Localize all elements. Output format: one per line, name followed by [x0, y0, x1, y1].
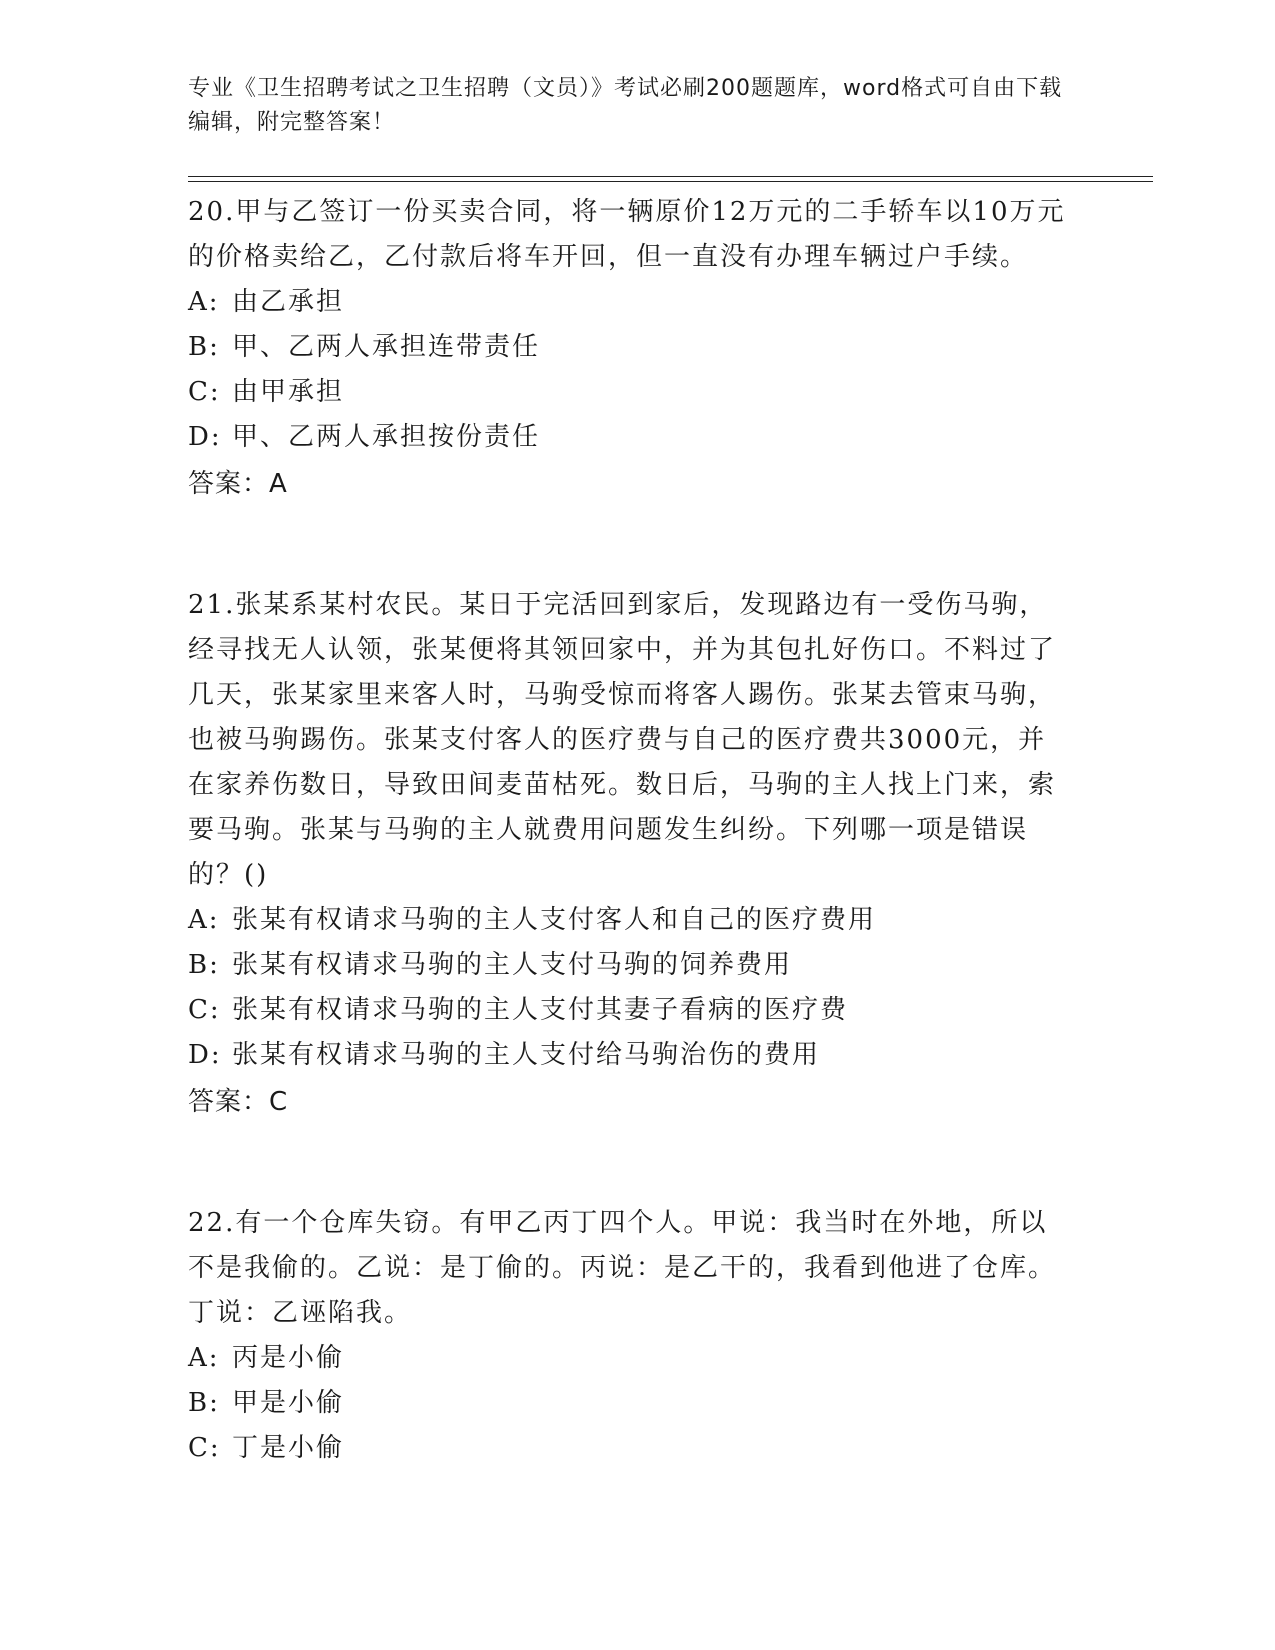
- option-text: 丁是小偷: [232, 1433, 345, 1463]
- option-key: C:: [188, 377, 221, 407]
- option-key: D:: [188, 1040, 222, 1070]
- option-b: [188, 943, 1068, 988]
- option-d: [188, 415, 1068, 460]
- header-divider-top: [188, 176, 1153, 177]
- question-stem: 20.甲与乙签订一份买卖合同，将一辆原价12万元的二手轿车以10万元的价格卖给乙，乙付款后将车开回，但一直没有办理车辆过户手续。: [188, 197, 1066, 272]
- option-key: A:: [188, 1343, 220, 1373]
- option-key: C:: [188, 1433, 221, 1463]
- option-key: B:: [188, 332, 220, 362]
- option-text: 张某有权请求马驹的主人支付其妻子看病的医疗费: [232, 995, 849, 1025]
- option-text: 甲、乙两人承担按份责任: [232, 422, 541, 452]
- option-text: 甲是小偷: [232, 1388, 345, 1418]
- question-20: [188, 190, 1068, 508]
- option-d: [188, 1033, 1068, 1078]
- option-a: [188, 898, 1068, 943]
- document-header: 专业《卫生招聘考试之卫生招聘（文员）》考试必刷200题题库，word格式可自由下载编辑，附完整答案！: [188, 76, 1063, 135]
- option-c: [188, 988, 1068, 1033]
- option-text: 张某有权请求马驹的主人支付给马驹治伤的费用: [232, 1040, 821, 1070]
- question-stem: 22.有一个仓库失窃。有甲乙丙丁四个人。甲说：我当时在外地，所以不是我偷的。乙说：是丁偷的。丙说：是乙干的，我看到他进了仓库。丁说：乙诬陷我。: [188, 1208, 1057, 1328]
- question-stem: 21.张某系某村农民。某日于完活回到家后，发现路边有一受伤马驹，经寻找无人认领，张某便将其领回家中，并为其包扎好伤口。不料过了几天，张某家里来客人时，马驹受惊而将客人踢伤。张某去管束马驹，也被马驹踢伤。张某支付客人的医疗费与自己的医疗费共3000元，并在家养伤数日，导致田间麦苗枯死。数日后，马驹的主人找上门来，索要马驹。张某与马驹的主人就费用问题发生纠纷。下列哪一项是错误的？(): [188, 590, 1057, 890]
- option-b: [188, 1381, 1068, 1426]
- option-c: [188, 370, 1068, 415]
- option-key: D:: [188, 422, 222, 452]
- option-b: [188, 325, 1068, 370]
- answer-label: 答案：C: [188, 1087, 289, 1117]
- question-list: [188, 190, 1068, 1471]
- option-text: 由甲承担: [232, 377, 345, 407]
- option-a: [188, 1336, 1068, 1381]
- option-text: 张某有权请求马驹的主人支付马驹的饲养费用: [232, 950, 793, 980]
- answer-label: 答案：A: [188, 469, 288, 499]
- option-key: C:: [188, 995, 221, 1025]
- option-key: B:: [188, 950, 220, 980]
- option-text: 甲、乙两人承担连带责任: [232, 332, 541, 362]
- option-a: [188, 280, 1068, 325]
- option-text: 张某有权请求马驹的主人支付客人和自己的医疗费用: [232, 905, 877, 935]
- question-21: [188, 583, 1068, 1126]
- option-text: 由乙承担: [232, 287, 345, 317]
- option-key: A:: [188, 287, 220, 317]
- option-key: B:: [188, 1388, 220, 1418]
- question-22: [188, 1201, 1068, 1471]
- option-c: [188, 1426, 1068, 1471]
- option-text: 丙是小偷: [232, 1343, 345, 1373]
- option-key: A:: [188, 905, 220, 935]
- header-divider-bottom: [188, 181, 1153, 182]
